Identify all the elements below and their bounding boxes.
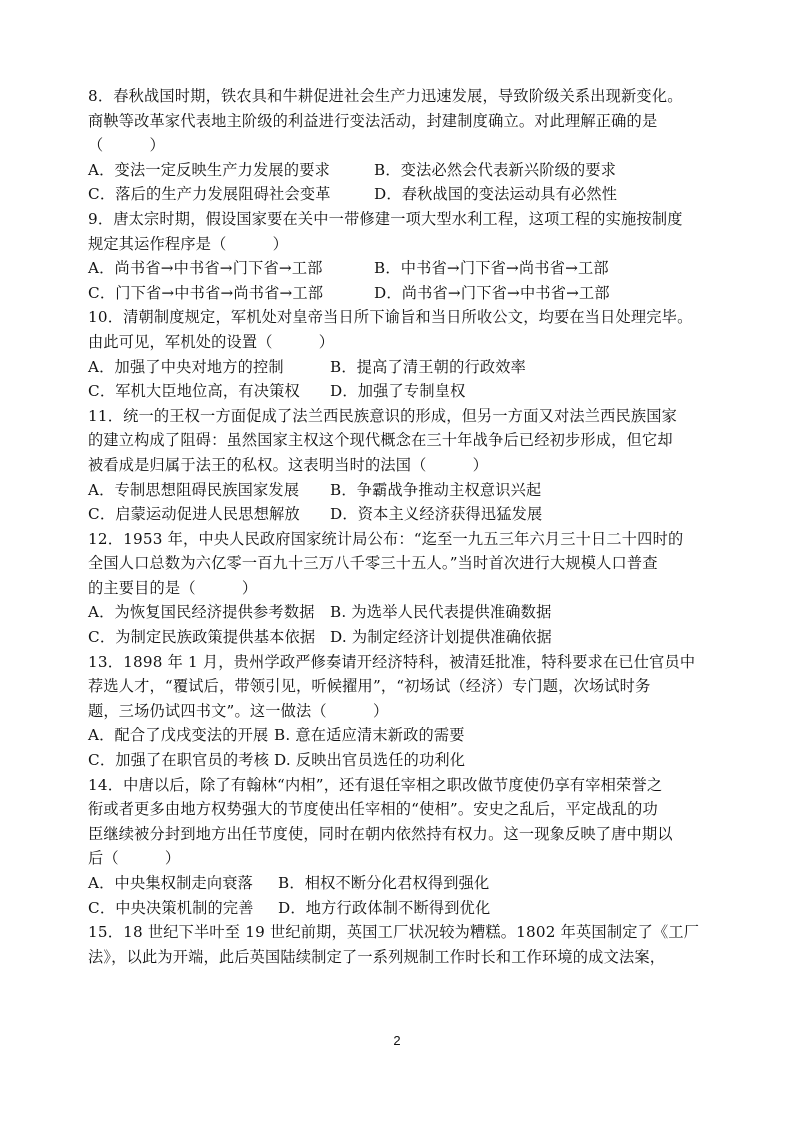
- question-stem-line: 被看成是归属于法王的私权。这表明当时的法国（ ）: [88, 455, 489, 474]
- option-row: [88, 182, 720, 207]
- option-row: [88, 478, 720, 503]
- option-row: [88, 355, 720, 380]
- question-12: [88, 527, 720, 650]
- option-a: A．中央集权制走向衰落: [88, 874, 254, 892]
- option-row: [88, 748, 720, 773]
- question-stem-line: 8．春秋战国时期，铁农具和牛耕促进社会生产力迅速发展，导致阶级关系出现新变化。: [88, 87, 683, 105]
- question-stem-line: 法》，以此为开端，此后英国陆续制定了一系列规制工作时长和工作环境的成文法案，: [88, 947, 666, 966]
- option-row: [88, 871, 720, 896]
- question-13: [88, 650, 720, 773]
- option-c: C．门下省→中书省→尚书省→工部: [88, 283, 324, 302]
- option-b: B．争霸战争推动主权意识兴起: [330, 480, 542, 499]
- question-stem-line: 11．统一的王权一方面促成了法兰西民族意识的形成，但另一方面又对法兰西民族国家: [88, 406, 678, 425]
- option-row: [88, 896, 720, 921]
- option-a: A．变法一定反映生产力发展的要求: [88, 160, 330, 179]
- option-row: [88, 379, 720, 404]
- option-b: B. 意在适应清末新政的需要: [274, 726, 465, 745]
- option-b: B．变法必然会代表新兴阶级的要求: [374, 160, 617, 179]
- question-stem-line: 的主要目的是（ ）: [88, 578, 258, 597]
- question-9: [88, 207, 720, 305]
- option-a: A．专制思想阻碍民族国家发展: [88, 480, 300, 499]
- question-stem-line: 15．18 世纪下半叶至 19 世纪前期，英国工厂状况较为糟糕。1802 年英国制定了《工厂: [88, 923, 700, 942]
- question-stem-line: 题，三场仍试四书文”。这一做法（ ）: [88, 701, 389, 720]
- option-b: B．中书省→门下省→尚书省→工部: [374, 259, 609, 278]
- option-row: [88, 502, 720, 527]
- question-stem-line: 全国人口总数为六亿零一百九十三万八千零三十五人。”当时首次进行大规模人口普查: [88, 554, 658, 573]
- question-stem-line: 商鞅等改革家代表地主阶级的利益进行变法活动，封建制度确立。对此理解正确的是: [88, 111, 658, 130]
- question-11: [88, 404, 720, 527]
- option-row: [88, 723, 720, 748]
- question-stem-line: 的建立构成了阻碍：虽然国家主权这个现代概念在三十年战争后已经初步形成，但它却: [88, 431, 673, 450]
- question-stem-line: 荐选人才，“覆试后，带领引见，听候擢用”，“初场试（经济）专门题，次场试时务: [88, 677, 651, 696]
- option-c: C．军机大臣地位高，有决策权: [88, 382, 300, 401]
- option-b: B．提高了清王朝的行政效率: [330, 357, 527, 376]
- option-row: [88, 625, 720, 650]
- question-stem-line: 13．1898 年 1 月，贵州学政严修奏请开经济特科，被清廷批准，特科要求在已仕官员中: [88, 652, 696, 671]
- option-a: A．配合了戊戌变法的开展: [88, 726, 269, 745]
- question-stem-line: 10．清朝制度规定，军机处对皇帝当日所下谕旨和当日所收公文，均要在当日处理完毕。: [88, 308, 693, 327]
- question-stem-line: 由此可见，军机处的设置（ ）: [88, 332, 335, 351]
- option-c: C．加强了在职官员的考核: [88, 751, 270, 770]
- option-a: A．加强了中央对地方的控制: [88, 357, 284, 376]
- option-b: B. 为选举人民代表提供准确数据: [330, 603, 552, 622]
- option-row: [88, 256, 720, 281]
- question-10: [88, 305, 720, 403]
- option-c: C．为制定民族政策提供基本依据: [88, 628, 316, 647]
- option-d: D．尚书省→门下省→中书省→工部: [374, 283, 610, 302]
- page-number: 2: [393, 1033, 401, 1048]
- option-d: D. 反映出官员选任的功利化: [274, 751, 466, 770]
- question-stem-line: 衔或者更多由地方权势强大的节度使出任宰相的“使相”。安史之乱后，平定战乱的功: [88, 800, 658, 819]
- option-d: D．资本主义经济获得迅猛发展: [330, 505, 543, 524]
- option-c: C．中央决策机制的完善: [88, 898, 254, 917]
- option-d: D．加强了专制皇权: [330, 382, 466, 401]
- option-d: D. 为制定经济计划提供准确依据: [330, 628, 552, 647]
- question-stem-line: 9．唐太宗时期，假设国家要在关中一带修建一项大型水利工程，这项工程的实施按制度: [88, 209, 683, 228]
- exam-page-body: [88, 84, 720, 969]
- question-14: [88, 773, 720, 921]
- option-c: C．启蒙运动促进人民思想解放: [88, 505, 300, 524]
- option-d: D．地方行政体制不断得到优化: [278, 898, 491, 917]
- question-stem-line: 规定其运作程序是（ ）: [88, 234, 289, 253]
- option-row: [88, 281, 720, 306]
- question-15: [88, 920, 720, 969]
- option-b: B．相权不断分化君权得到强化: [278, 874, 490, 892]
- option-d: D．春秋战国的变法运动具有必然性: [374, 185, 618, 204]
- question-8: [88, 84, 720, 207]
- question-stem-line: 臣继续被分封到地方出任节度使，同时在朝内依然持有权力。这一现象反映了唐中期以: [88, 824, 673, 843]
- option-a: A．尚书省→中书省→门下省→工部: [88, 259, 323, 278]
- option-row: [88, 158, 720, 183]
- option-a: A．为恢复国民经济提供参考数据: [88, 603, 315, 622]
- option-row: [88, 600, 720, 625]
- question-stem-line: （ ）: [88, 136, 165, 155]
- question-stem-line: 14．中唐以后，除了有翰林“内相”，还有退任宰相之职改做节度使仍享有宰相荣誉之: [88, 775, 663, 794]
- option-c: C．落后的生产力发展阻碍社会变革: [88, 185, 331, 204]
- question-stem-line: 12．1953 年，中央人民政府国家统计局公布：“迄至一九五三年六月三十日二十四时的: [88, 529, 684, 548]
- question-stem-line: 后（ ）: [88, 849, 181, 868]
